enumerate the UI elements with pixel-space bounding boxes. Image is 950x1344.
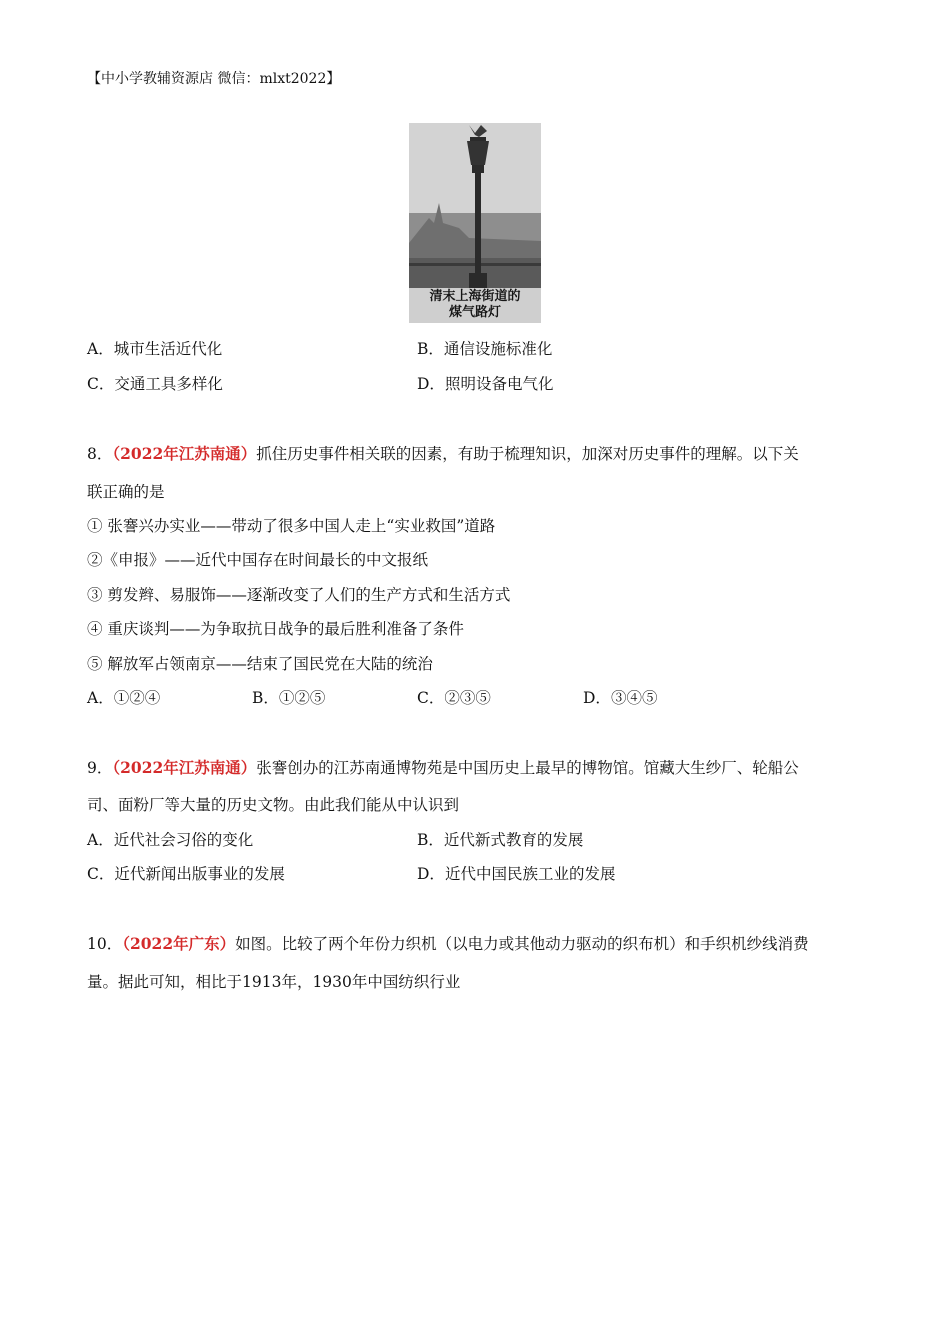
option-text: 近代社会习俗的变化	[113, 831, 254, 849]
option-letter: C．	[87, 375, 115, 393]
q8-item-2: ②《申报》——近代中国存在时间最长的中文报纸	[87, 551, 429, 569]
q8-option-a[interactable]	[87, 686, 160, 708]
q8-stem-text: 抓住历史事件相关联的因素，有助于梳理知识，加深对历史事件的理解。以下关	[256, 445, 799, 463]
q8-option-c[interactable]	[417, 686, 491, 708]
q8-item-4: ④ 重庆谈判——为争取抗日战争的最后胜利准备了条件	[87, 620, 464, 638]
q9-option-d[interactable]	[417, 862, 615, 884]
q8-option-d[interactable]	[583, 686, 657, 708]
q9-option-b[interactable]	[417, 828, 583, 850]
q7-option-b[interactable]	[417, 337, 552, 359]
option-letter: C．	[417, 689, 445, 707]
option-letter: A．	[87, 340, 114, 358]
q10-source: （2022年广东）	[122, 934, 236, 953]
photo-caption-line2: 煤气路灯	[448, 305, 501, 320]
q8-item-5: ⑤ 解放军占领南京——结束了国民党在大陆的统治	[87, 655, 433, 673]
q8-option-b[interactable]	[252, 686, 325, 708]
q8-source: （2022年江苏南通）	[112, 444, 257, 463]
q10-stem-text: 如图。比较了两个年份力织机（以电力或其他动力驱动的织布机）和手织机纱线消费	[235, 935, 809, 953]
header-note: 【中小学教辅资源店 微信：mlxt2022】	[87, 71, 341, 87]
option-letter: D．	[417, 865, 445, 883]
q9-number: 9．	[87, 759, 113, 777]
gas-street-lamp-photo	[409, 123, 541, 323]
option-letter: A．	[87, 831, 114, 849]
q9-stem-line1	[87, 756, 799, 778]
q8-stem-line2: 联正确的是	[87, 483, 165, 501]
q9-option-c[interactable]	[87, 862, 285, 884]
q8-stem-line1	[87, 442, 799, 464]
option-text: 城市生活近代化	[113, 340, 223, 358]
q8-item-1: ① 张謇兴办实业——带动了很多中国人走上“实业救国”道路	[87, 517, 496, 535]
q7-option-c[interactable]	[87, 372, 223, 394]
option-text: 近代新式教育的发展	[443, 831, 584, 849]
option-text: 近代中国民族工业的发展	[444, 865, 616, 883]
option-letter: B．	[252, 689, 279, 707]
q10-number: 10．	[87, 935, 123, 953]
option-text: ①②④	[113, 689, 161, 707]
photo-caption-line1: 清末上海街道的	[429, 289, 521, 304]
option-letter: C．	[87, 865, 115, 883]
q7-option-a[interactable]	[87, 337, 222, 359]
option-letter: D．	[417, 375, 445, 393]
q7-option-d[interactable]	[417, 372, 553, 394]
photo-caption	[409, 289, 541, 321]
option-text: ①②⑤	[278, 689, 326, 707]
option-text: ③④⑤	[610, 689, 658, 707]
option-text: ②③⑤	[444, 689, 491, 707]
q9-stem-line2: 司、面粉厂等大量的历史文物。由此我们能从中认识到	[87, 796, 460, 814]
option-text: 近代新闻出版事业的发展	[114, 865, 285, 883]
q8-number: 8．	[87, 445, 113, 463]
option-text: 通信设施标准化	[443, 340, 553, 358]
q8-item-3: ③ 剪发辫、易服饰——逐渐改变了人们的生产方式和生活方式	[87, 586, 511, 604]
q9-stem-text: 张謇创办的江苏南通博物苑是中国历史上最早的博物馆。馆藏大生纱厂、轮船公	[256, 759, 799, 777]
q9-source: （2022年江苏南通）	[112, 758, 257, 777]
option-letter: A．	[87, 689, 114, 707]
option-text: 照明设备电气化	[444, 375, 554, 393]
q9-option-a[interactable]	[87, 828, 253, 850]
option-text: 交通工具多样化	[114, 375, 223, 393]
option-letter: D．	[583, 689, 611, 707]
q10-stem-line2: 量。据此可知，相比于1913年，1930年中国纺织行业	[87, 973, 461, 991]
option-letter: B．	[417, 340, 444, 358]
option-letter: B．	[417, 831, 444, 849]
q10-stem-line1	[87, 932, 809, 954]
